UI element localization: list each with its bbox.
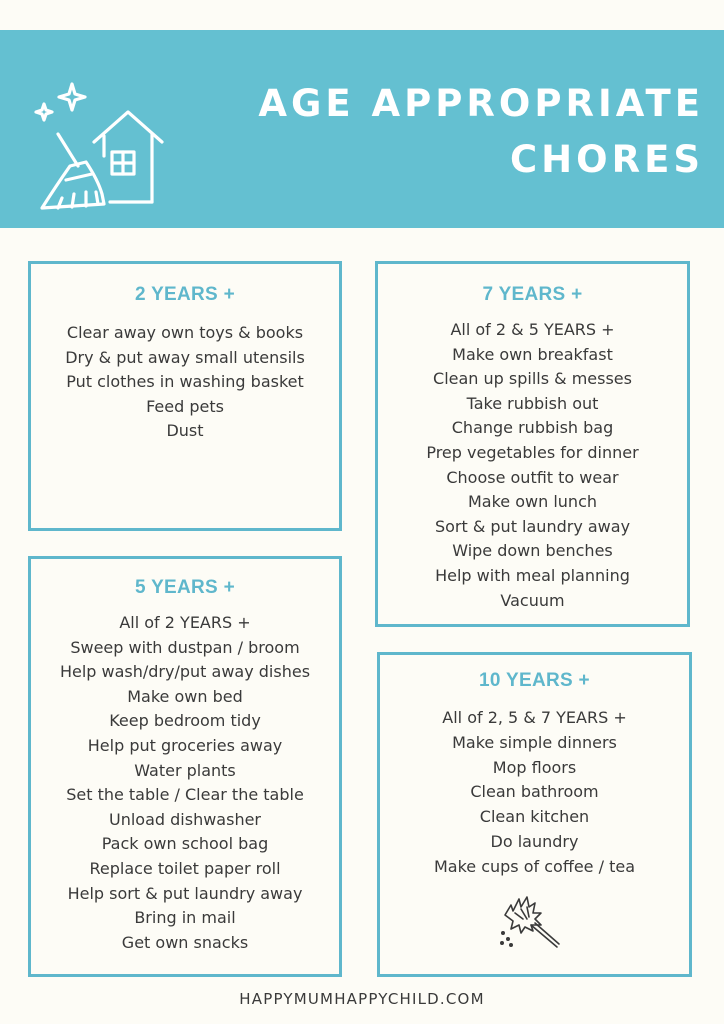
chore-item: Replace toilet paper roll [89, 858, 281, 878]
chore-item: Bring in mail [134, 908, 236, 928]
chore-item: Help put groceries away [87, 735, 283, 755]
card-heading: 5 YEARS + [134, 577, 236, 598]
title-line-2: CHORES [510, 138, 704, 181]
chore-item: Help wash/dry/put away dishes [59, 662, 311, 682]
chore-item: All of 2 YEARS + [119, 613, 251, 632]
chore-item: Make simple dinners [452, 732, 617, 752]
chore-list [31, 321, 339, 444]
card-heading: 10 YEARS + [479, 670, 590, 691]
chore-item: Unload dishwasher [109, 809, 261, 829]
chore-item: Do laundry [490, 831, 579, 851]
chore-item: Prep vegetables for dinner [426, 442, 639, 462]
chore-item: Dry & put away small utensils [65, 347, 305, 367]
title-line-1: AGE APPROPRIATE [258, 82, 704, 125]
chore-item: Dust [166, 421, 204, 441]
chore-list [31, 611, 339, 955]
chore-item: All of 2, 5 & 7 YEARS + [442, 708, 627, 727]
page-title [258, 76, 704, 188]
chore-item: Wipe down benches [452, 541, 613, 561]
chore-item: Clean up spills & messes [433, 369, 632, 389]
chore-item: Make own bed [127, 686, 243, 706]
chore-item: Choose outfit to wear [446, 467, 619, 487]
chore-item: Sweep with dustpan / broom [70, 637, 300, 657]
chore-item: Mop floors [492, 757, 577, 777]
chore-item: Set the table / Clear the table [66, 785, 304, 805]
chore-item: Make cups of coffee / tea [433, 856, 636, 876]
chore-item: Clean kitchen [479, 807, 590, 827]
chore-item: Water plants [134, 760, 236, 780]
chore-item: Change rubbish bag [451, 418, 614, 438]
chores-card-5-years [28, 556, 342, 977]
header-banner [0, 30, 724, 228]
house-broom-icon [28, 70, 178, 220]
chore-item: Help sort & put laundry away [67, 883, 303, 903]
chore-item: Pack own school bag [101, 834, 269, 854]
chore-item: Put clothes in washing basket [66, 372, 304, 392]
chore-item: Make own lunch [468, 492, 597, 512]
chore-item: Make own breakfast [452, 344, 613, 364]
chore-list [378, 318, 687, 613]
chore-item: Take rubbish out [466, 393, 599, 413]
chore-item: Sort & put laundry away [434, 516, 631, 536]
card-heading: 2 YEARS + [134, 284, 236, 305]
chore-list [380, 706, 689, 880]
chore-item: Clean bathroom [470, 782, 599, 802]
chore-item: Clear away own toys & books [66, 323, 304, 342]
chores-card-7-years [375, 261, 690, 627]
chore-item: Feed pets [146, 396, 224, 416]
card-heading: 7 YEARS + [482, 284, 583, 305]
chore-item: Help with meal planning [435, 565, 630, 585]
chore-item: Vacuum [500, 590, 565, 610]
chore-item: All of 2 & 5 YEARS + [450, 320, 615, 339]
chores-card-2-years [28, 261, 342, 531]
footer-website: HAPPYMUMHAPPYCHILD.COM [239, 990, 485, 1008]
feather-duster-icon [499, 893, 563, 953]
chore-item: Keep bedroom tidy [109, 711, 261, 731]
chore-item: Get own snacks [121, 932, 249, 952]
